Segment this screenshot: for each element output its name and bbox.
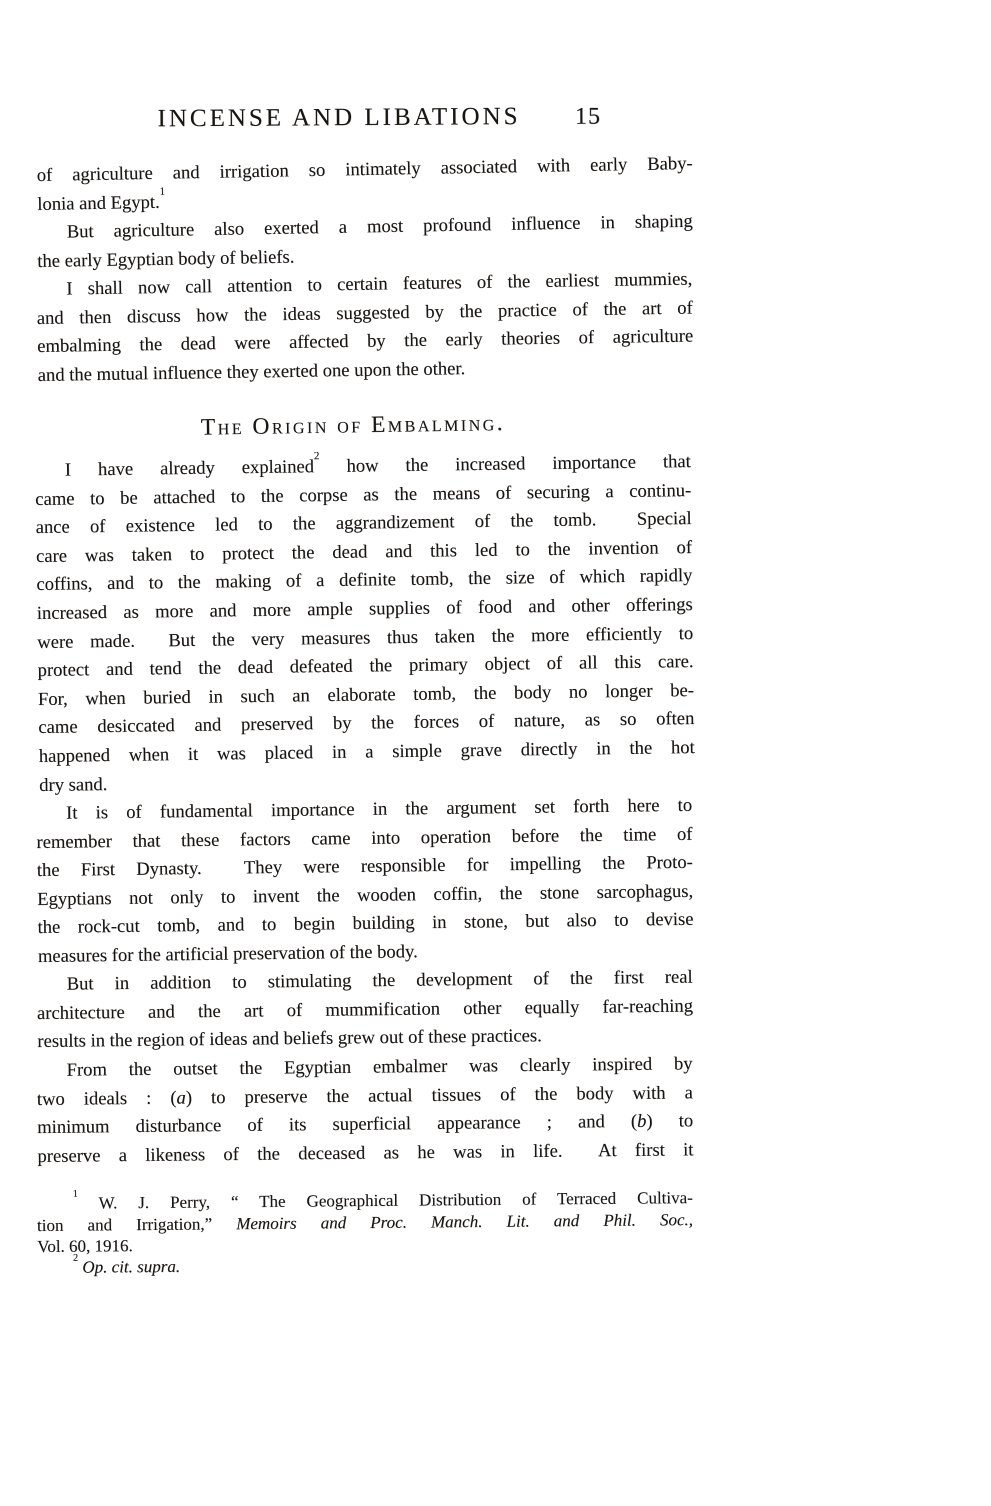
- text-segment: ) to preserve the actual tissues of the body with a: [185, 1082, 693, 1109]
- page-content: [35, 103, 695, 1279]
- text-segment: care was taken to protect the dead and this led to the invention of: [35, 536, 693, 567]
- text-segment: For, when buried in such an elaborate tomb, the body no longer be-: [37, 679, 695, 710]
- text-segment: coffins, and to the making of a definite tomb, the size of which rapidly: [36, 565, 693, 596]
- text-segment: and the mutual influence they exerted one upon the other.: [37, 358, 466, 387]
- italic-text: Memoirs and Proc. Manch. Lit. and Phil. Soc.,: [236, 1209, 694, 1233]
- footnote-marker: 1: [159, 185, 166, 198]
- text-segment: the early Egyptian body of beliefs.: [37, 246, 295, 272]
- italic-text: a: [176, 1087, 186, 1109]
- page-header: [37, 102, 693, 138]
- text-segment: results in the region of ideas and beliefs grew out of these practices.: [37, 1025, 542, 1053]
- page-body: [35, 152, 695, 1279]
- italic-text: b: [636, 1111, 647, 1133]
- page-number: 15: [574, 103, 602, 130]
- text-segment: lonia and Egypt.: [37, 191, 160, 215]
- text-segment: increased as more and more ample supplies of food and other offerings: [36, 593, 693, 624]
- paragraph: [35, 448, 696, 800]
- text-segment: embalming the dead were affected by the early theories of agriculture: [37, 326, 694, 358]
- text-segment: measures for the artificial preservation of the body.: [37, 941, 418, 967]
- text-segment: It is of fundamental importance in the argument set forth here to: [65, 794, 693, 824]
- section-heading: The Origin of Embalming.: [200, 409, 506, 441]
- italic-text: Op. cit. supra.: [82, 1256, 181, 1277]
- text-segment: two ideals : (: [36, 1087, 177, 1110]
- footnote: [37, 1252, 693, 1279]
- paragraph: [36, 792, 694, 972]
- running-title: INCENSE AND LIBATIONS: [157, 103, 521, 133]
- text-segment: protect and tend the dead defeated the primary object of all this care.: [37, 650, 694, 681]
- footnote-marker: 1: [72, 1188, 78, 1200]
- footnote: [37, 1187, 694, 1257]
- text-segment: preserve a likeness of the deceased as he was in life. At first it: [37, 1139, 694, 1167]
- text-line: [37, 1136, 693, 1171]
- text-segment: came to be attached to the corpse as the means of securing a continu-: [35, 479, 692, 510]
- text-segment: minimum disturbance of its superficial appearance ; and (: [37, 1111, 638, 1139]
- text-segment: Vol. 60, 1916.: [37, 1235, 133, 1256]
- text-segment: But in addition to stimulating the development of the first real: [66, 966, 693, 996]
- text-segment: dry sand.: [38, 773, 108, 796]
- text-segment: W. J. Perry, “ The Geographical Distribution of Terraced Cultiva-: [77, 1187, 693, 1213]
- text-line: [37, 1252, 693, 1279]
- footnote-marker: 2: [313, 450, 320, 463]
- text-segment: and then discuss how the ideas suggested by the practice of the art of: [36, 297, 693, 329]
- text-segment: I have already explained: [64, 455, 315, 481]
- text-segment: tion and Irrigation,”: [36, 1213, 237, 1235]
- text-segment: architecture and the art of mummification other equally far-reaching: [36, 995, 694, 1025]
- text-segment: were made. But the very measures thus taken the more efficiently to: [37, 622, 694, 653]
- text-segment: From the outset the Egyptian embalmer was clearly inspired by: [66, 1053, 693, 1081]
- paragraph: [36, 1051, 693, 1172]
- text-segment: happened when it was placed in a simple grave directly in the hot: [38, 736, 695, 767]
- text-segment: Egyptians not only to invent the wooden coffin, the stone sarcophagus,: [37, 880, 694, 910]
- text-segment: But agriculture also exerted a most profound influence in shaping: [66, 210, 693, 243]
- text-segment: ance of existence led to the aggrandizement of the tomb. Special: [35, 507, 692, 538]
- text-segment: of agriculture and irrigation so intimately associated with early Baby-: [36, 152, 693, 187]
- text-segment: I shall now call attention to certain features of the earliest mummies,: [66, 268, 693, 300]
- paragraph: [37, 964, 694, 1057]
- text-segment: came desiccated and preserved by the forces of nature, as so often: [38, 708, 695, 739]
- text-segment: how the increased importance that: [319, 450, 691, 477]
- text-segment: the rock-cut tomb, and to begin building in stone, but also to devise: [37, 909, 694, 939]
- paragraph: [36, 266, 694, 391]
- text-segment: the First Dynasty. They were responsible for impelling the Proto-: [36, 851, 693, 882]
- text-segment: ) to: [646, 1110, 694, 1133]
- text-segment: remember that these factors came into operation before the time of: [36, 823, 693, 853]
- footnote-marker: 2: [72, 1253, 79, 1265]
